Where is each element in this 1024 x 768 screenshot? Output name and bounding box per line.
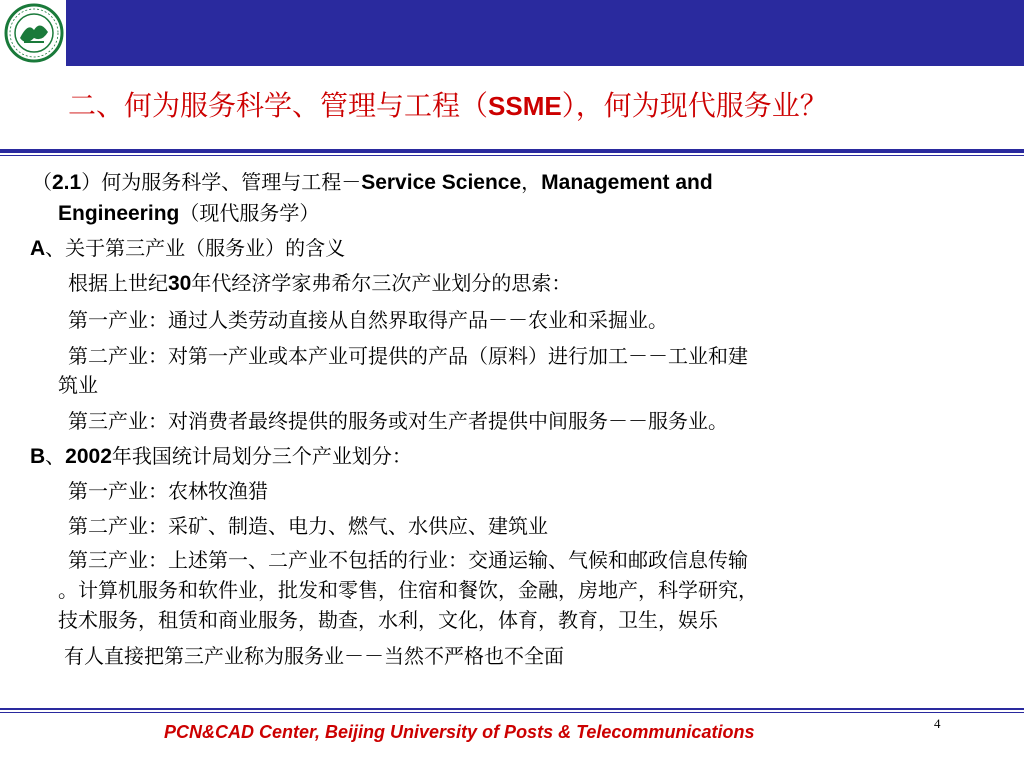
header-bar (66, 0, 1024, 66)
text-line: 第一产业：农林牧渔猎 (68, 479, 268, 503)
title-acronym: SSME (488, 91, 562, 121)
footer-organization: PCN&CAD Center, Beijing University of Posts & Telecommunications (164, 722, 755, 742)
text-line: 筑业 (58, 373, 98, 397)
section-heading-2-1-cont: Engineering（现代服务学） (58, 201, 320, 225)
page-number: 4 (934, 716, 941, 731)
text-line: 。计算机服务和软件业，批发和零售，住宿和餐饮，金融，房地产，科学研究， (58, 578, 758, 602)
text-line: 第二产业：采矿、制造、电力、燃气、水供应、建筑业 (68, 514, 548, 538)
text-line: 第二产业：对第一产业或本产业可提供的产品（原料）进行加工－－工业和建 (68, 344, 748, 368)
subsection-a: A、关于第三产业（服务业）的含义 (30, 236, 346, 260)
subsection-b: B、2002年我国统计局划分三个产业划分： (30, 444, 412, 468)
text-line: 根据上世纪30年代经济学家弗希尔三次产业划分的思索： (68, 271, 572, 295)
title-divider (0, 149, 1024, 153)
text-line: 第一产业：通过人类劳动直接从自然界取得产品－－农业和采掘业。 (68, 308, 668, 332)
footer-divider-thin (0, 712, 1024, 713)
text-line: 技术服务，租赁和商业服务，勘查，水利，文化，体育，教育，卫生，娱乐 (58, 608, 718, 632)
section-heading-2-1: （2.1）何为服务科学、管理与工程－Service Science，Management and (32, 170, 713, 194)
university-seal-logo (4, 2, 64, 64)
title-divider-thin (0, 155, 1024, 156)
text-line: 第三产业：上述第一、二产业不包括的行业：交通运输、气候和邮政信息传输 (68, 548, 748, 572)
text-line: 有人直接把第三产业称为服务业－－当然不严格也不全面 (64, 644, 564, 668)
text-line: 第三产业：对消费者最终提供的服务或对生产者提供中间服务－－服务业。 (68, 409, 728, 433)
slide-title: 二、何为服务科学、管理与工程（SSME），何为现代服务业？ (68, 89, 828, 122)
footer-divider (0, 708, 1024, 710)
